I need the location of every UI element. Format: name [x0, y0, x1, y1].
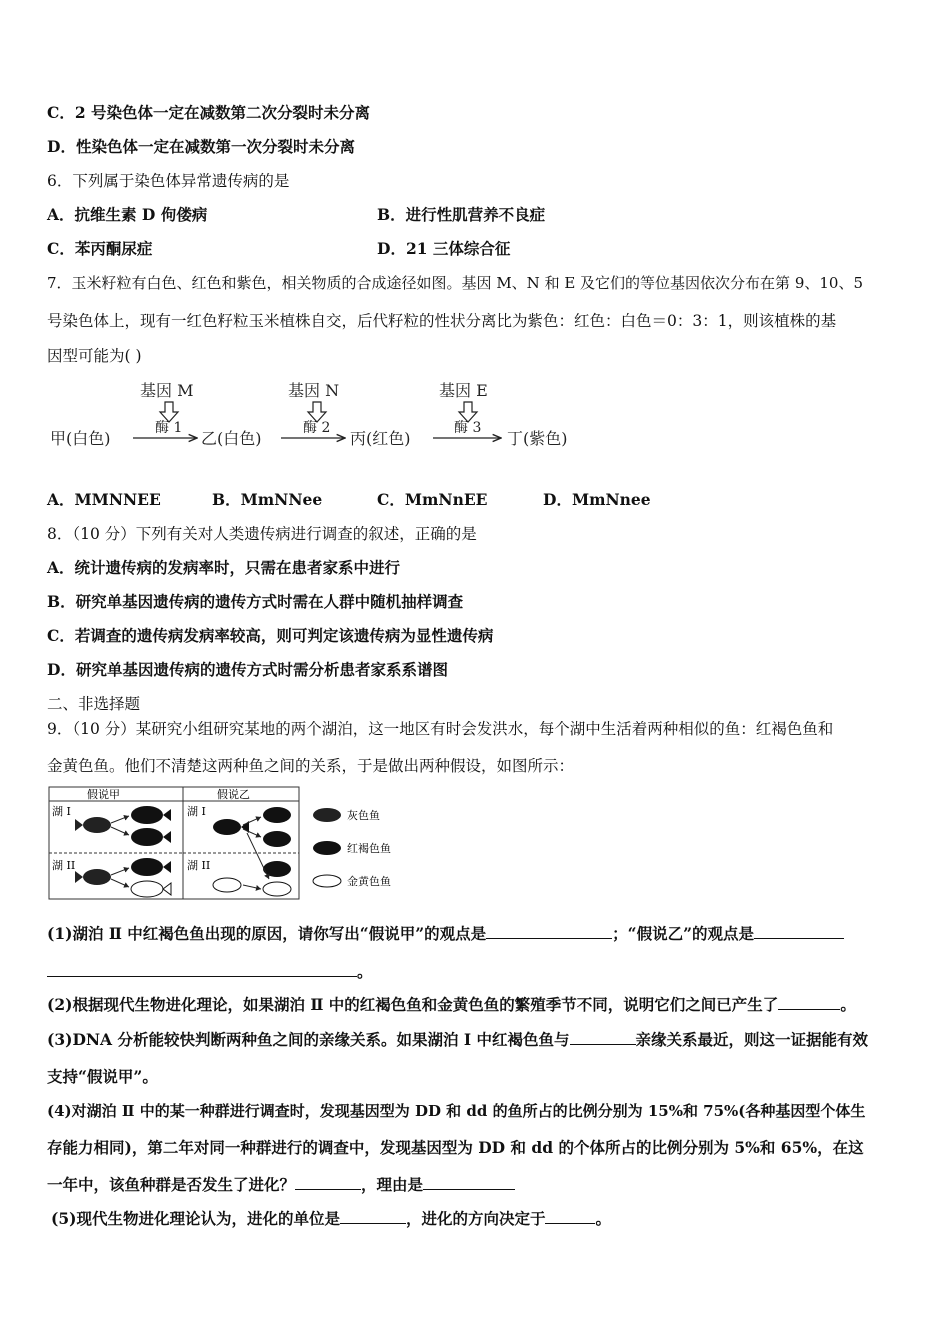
- q7-option-d: D．MmNnee: [543, 490, 651, 509]
- q9-stem-line2: 金黄色鱼。他们不清楚这两种鱼之间的关系，于是做出两种假设，如图所示：: [47, 757, 575, 775]
- q9-part3-line1: (3)DNA 分析能较快判断两种鱼之间的亲缘关系。如果湖泊 Ⅰ 中红褐色鱼与 亲缘关系最近，则这一证据能有效: [47, 1030, 869, 1049]
- answer-blank[interactable]: [778, 995, 840, 1010]
- red-brown-fish-icon: [131, 806, 163, 824]
- legend-grey-fish-icon: [313, 808, 341, 822]
- q5-option-c: C．2 号染色体一定在减数第二次分裂时未分离: [47, 103, 371, 122]
- gene-e-label: 基因 E: [439, 381, 488, 400]
- golden-fish-icon: [213, 878, 241, 892]
- q9-part3-line2: 支持“假说甲”。: [47, 1067, 158, 1086]
- substance-bing: 丙(红色): [350, 429, 411, 448]
- q9-stem-line1: 9．（10 分）某研究小组研究某地的两个湖泊，这一地区有时会发洪水，每个湖中生活着两种相似的鱼：红褐色鱼和: [47, 720, 834, 738]
- down-arrow-icon: [459, 402, 477, 422]
- q7-option-a: A．MMNNEE: [47, 490, 161, 509]
- q8-stem: 8．（10 分）下列有关对人类遗传病进行调查的叙述，正确的是: [47, 525, 477, 543]
- golden-fish-icon: [131, 828, 163, 846]
- q9-part5: (5)现代生物进化理论认为，进化的单位是 ，进化的方向决定于 。: [51, 1209, 611, 1228]
- golden-fish-icon: [263, 882, 291, 896]
- enzyme-3-label: 酶 3: [454, 420, 482, 436]
- grey-fish-icon: [83, 869, 111, 885]
- answer-blank[interactable]: [295, 1175, 361, 1190]
- q8-option-d: D．研究单基因遗传病的遗传方式时需分析患者家系系谱图: [47, 660, 448, 679]
- red-brown-fish-icon: [263, 807, 291, 823]
- answer-blank[interactable]: [486, 924, 612, 939]
- down-arrow-icon: [160, 402, 178, 422]
- grey-fish-icon: [83, 817, 111, 833]
- substance-ding: 丁(紫色): [507, 429, 568, 448]
- hypb-lake1-label: 湖 I: [187, 805, 206, 818]
- legend-red-fish-icon: [313, 841, 341, 855]
- enzyme-2-label: 酶 2: [303, 420, 331, 436]
- golden-fish-icon: [131, 881, 163, 897]
- answer-blank[interactable]: [570, 1030, 636, 1045]
- section-heading: 二、非选择题: [47, 695, 141, 713]
- q9-part1-line2: 。: [47, 962, 373, 982]
- q9-part4-line2: 存能力相同)，第二年对同一种群进行的调查中，发现基因型为 DD 和 dd 的个体所占的比例分别为 5%和 65%，在这: [47, 1138, 864, 1157]
- substance-jia: 甲(白色): [50, 429, 111, 448]
- q7-stem-line3: 因型可能为( ): [47, 347, 142, 365]
- q8-option-a: A．统计遗传病的发病率时，只需在患者家系中进行: [47, 558, 401, 577]
- q6-option-b: B．进行性肌营养不良症: [377, 205, 546, 224]
- gene-n-label: 基因 N: [288, 381, 340, 400]
- q8-option-b: B．研究单基因遗传病的遗传方式时需在人群中随机抽样调查: [47, 592, 464, 611]
- legend-grey-label: 灰色鱼: [347, 809, 380, 822]
- enzyme-1-label: 酶 1: [155, 420, 183, 436]
- legend-red-label: 红褐色鱼: [347, 842, 391, 855]
- hypothesis-a-title: 假说甲: [87, 788, 120, 801]
- answer-blank[interactable]: [423, 1175, 515, 1190]
- answer-blank[interactable]: [545, 1209, 595, 1224]
- substance-yi: 乙(白色): [201, 429, 262, 448]
- q6-option-d: D．21 三体综合征: [377, 239, 511, 258]
- hypb-lake2-label: 湖 II: [187, 859, 211, 872]
- q7-pathway-diagram: [45, 376, 605, 456]
- legend-gold-fish-icon: [313, 875, 341, 887]
- q5-option-d: D．性染色体一定在减数第一次分裂时未分离: [47, 137, 355, 156]
- q9-part2: (2)根据现代生物进化理论，如果湖泊 Ⅱ 中的红褐色鱼和金黄色鱼的繁殖季节不同，说明它们之间已产生了 。: [47, 995, 856, 1014]
- q6-option-a: A．抗维生素 D 佝偻病: [47, 205, 208, 224]
- gene-m-label: 基因 M: [140, 381, 194, 400]
- q7-option-b: B．MmNNee: [212, 490, 323, 509]
- answer-blank[interactable]: [754, 924, 844, 939]
- q9-hypothesis-figure: [47, 785, 407, 905]
- q9-part4-line3: 一年中，该鱼种群是否发生了进化？ ，理由是: [47, 1175, 515, 1195]
- golden-fish-icon: [263, 831, 291, 847]
- q7-stem-line2: 号染色体上，现有一红色籽粒玉米植株自交，后代籽粒的性状分离比为紫色：红色：白色＝0：3：1，则该植株的基: [47, 312, 837, 330]
- q6-stem: 6．下列属于染色体异常遗传病的是: [47, 172, 290, 190]
- answer-blank[interactable]: [340, 1209, 406, 1224]
- q8-option-c: C．若调查的遗传病发病率较高，则可判定该遗传病为显性遗传病: [47, 626, 494, 645]
- hypa-lake2-label: 湖 II: [52, 859, 76, 872]
- red-brown-fish-icon: [131, 858, 163, 876]
- down-arrow-icon: [308, 402, 326, 422]
- red-brown-fish-icon: [213, 819, 241, 835]
- hypothesis-b-title: 假说乙: [217, 788, 250, 801]
- q9-part1-line1: (1)湖泊 Ⅱ 中红褐色鱼出现的原因，请你写出“假说甲”的观点是 ；“假说乙”的观点是: [47, 924, 844, 944]
- q6-option-c: C．苯丙酮尿症: [47, 239, 153, 258]
- legend-gold-label: 金黄色鱼: [347, 875, 391, 888]
- q7-option-c: C．MmNnEE: [377, 490, 488, 509]
- hypa-lake1-label: 湖 I: [52, 805, 71, 818]
- q9-part4-line1: (4)对湖泊 Ⅱ 中的某一种群进行调查时，发现基因型为 DD 和 dd 的鱼所占的比例分别为 15%和 75%(各种基因型个体生: [47, 1102, 866, 1120]
- q7-stem-line1: 7．玉米籽粒有白色、红色和紫色，相关物质的合成途径如图。基因 M、N 和 E 及它们的等位基因依次分布在第 9、10、5: [47, 274, 863, 292]
- answer-blank[interactable]: [47, 962, 357, 977]
